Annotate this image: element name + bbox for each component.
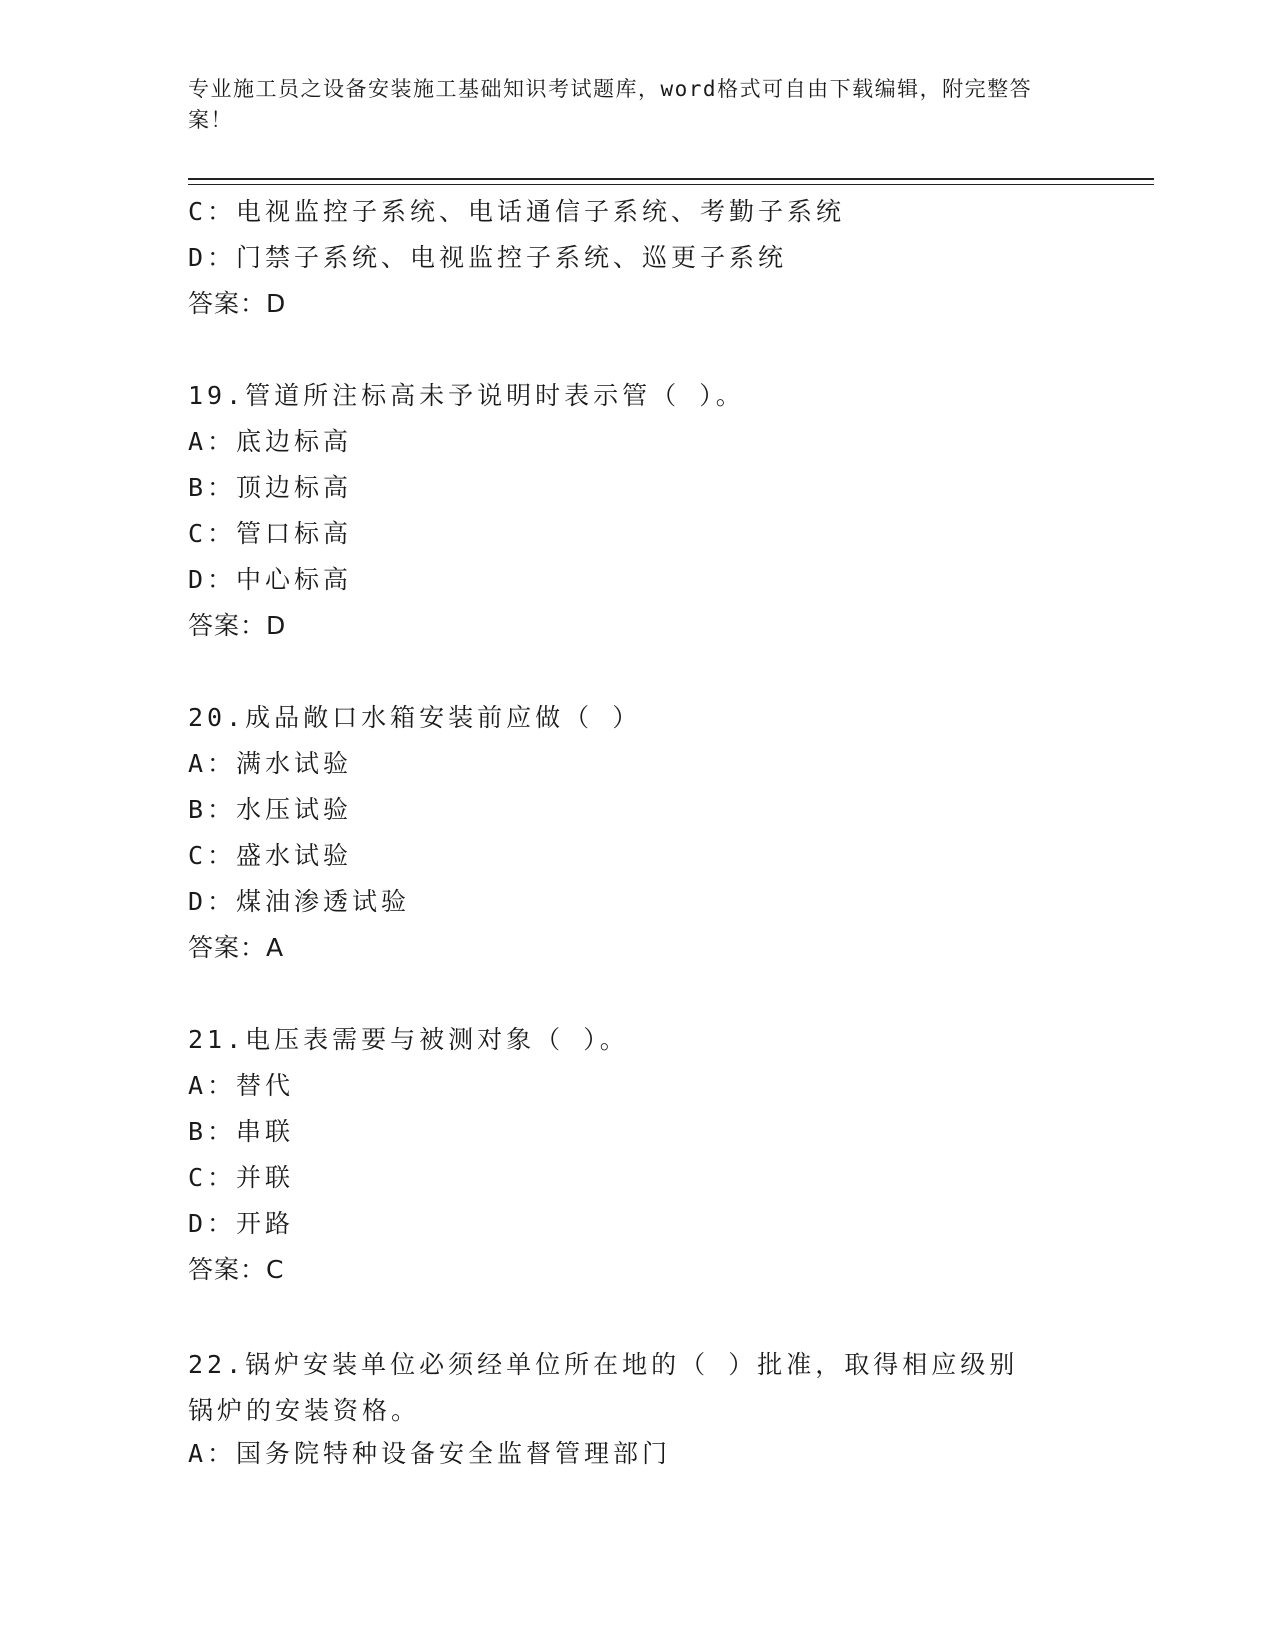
option-d: D：门禁子系统、电视监控子系统、巡更子系统 bbox=[188, 243, 788, 272]
option-b: B：顶边标高 bbox=[188, 473, 353, 502]
previous-question-tail bbox=[188, 192, 1088, 330]
answer-line: 答案：D bbox=[188, 289, 287, 318]
option-b: B：串联 bbox=[188, 1117, 295, 1146]
spacer bbox=[188, 1296, 1088, 1342]
question-stem: 20.成品敞口水箱安装前应做（ ） bbox=[188, 703, 642, 732]
question-stem: 21.电压表需要与被测对象（ ）。 bbox=[188, 1025, 629, 1054]
header-divider-thick bbox=[188, 178, 1154, 180]
option-a: A：替代 bbox=[188, 1071, 295, 1100]
header-divider-thin bbox=[188, 184, 1154, 185]
option-a: A：底边标高 bbox=[188, 427, 353, 456]
question-21 bbox=[188, 1020, 1088, 1296]
question-stem: 22.锅炉安装单位必须经单位所在地的（ ）批准，取得相应级别锅炉的安装资格。 bbox=[188, 1350, 1019, 1425]
spacer bbox=[188, 652, 1088, 698]
question-22 bbox=[188, 1342, 1088, 1480]
question-19 bbox=[188, 376, 1088, 652]
option-d: D：中心标高 bbox=[188, 565, 353, 594]
option-c: C：盛水试验 bbox=[188, 841, 353, 870]
answer-line: 答案：C bbox=[188, 1255, 285, 1284]
question-stem: 19.管道所注标高未予说明时表示管（ ）。 bbox=[188, 381, 745, 410]
option-c: C：并联 bbox=[188, 1163, 295, 1192]
option-a: A：满水试验 bbox=[188, 749, 353, 778]
option-b: B：水压试验 bbox=[188, 795, 353, 824]
option-d: D：煤油渗透试验 bbox=[188, 887, 411, 916]
option-c: C：电视监控子系统、电话通信子系统、考勤子系统 bbox=[188, 197, 846, 226]
spacer bbox=[188, 974, 1088, 1020]
question-list bbox=[188, 192, 1088, 1480]
option-d: D：开路 bbox=[188, 1209, 295, 1238]
spacer bbox=[188, 330, 1088, 376]
answer-line: 答案：D bbox=[188, 611, 287, 640]
answer-line: 答案：A bbox=[188, 933, 285, 962]
document-header: 专业施工员之设备安装施工基础知识考试题库，word格式可自由下载编辑，附完整答案！ bbox=[188, 77, 1033, 132]
option-a: A：国务院特种设备安全监督管理部门 bbox=[188, 1439, 672, 1468]
question-20 bbox=[188, 698, 1088, 974]
option-c: C：管口标高 bbox=[188, 519, 353, 548]
